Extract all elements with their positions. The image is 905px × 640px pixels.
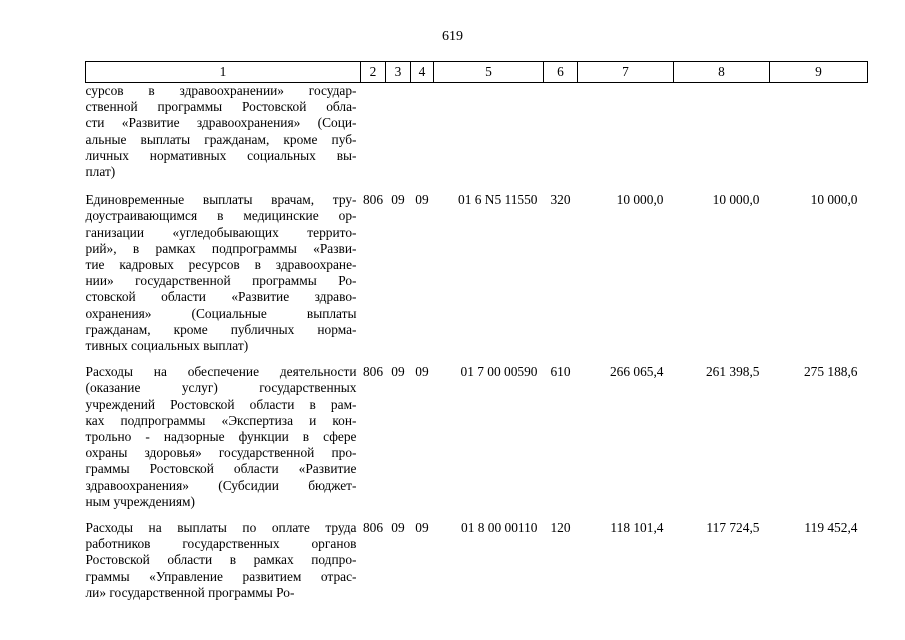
description-line: альные выплаты гражданам, кроме пуб- [85, 131, 357, 147]
header-cell: 5 [434, 62, 544, 83]
description-line: Единовременные выплаты врачам, тру- [85, 192, 357, 208]
row-description [86, 364, 361, 520]
description-line: Ростовской области в рамках подпро- [85, 552, 357, 568]
description-line: сурсов в здравоохранении» государ- [85, 83, 357, 98]
table-row [86, 520, 868, 611]
description-line: трольно - надзорные функции в сфере [85, 429, 357, 445]
page-number: 619 [442, 29, 463, 44]
target-article: 01 8 00 00110 [461, 520, 538, 536]
subsection-code: 09 [415, 364, 429, 380]
subsection-code: 09 [415, 192, 429, 208]
ministry-code [361, 83, 386, 193]
expense-type [544, 83, 578, 193]
table-row [86, 192, 868, 364]
expense-type: 610 [550, 364, 571, 380]
description-line: охраны здоровья» государственной про- [85, 445, 357, 461]
description-line: граммы «Управление развитием отрас- [85, 568, 357, 584]
ministry-code: 806 [362, 520, 384, 536]
amount-year-3: 10 000,0 [810, 192, 858, 208]
header-cell: 2 [361, 62, 386, 83]
expense-type: 120 [550, 520, 571, 536]
section-code: 09 [391, 520, 405, 536]
amount-year-2: 117 724,5 [706, 520, 760, 536]
row-description [86, 192, 361, 364]
description-line: ганизации «угледобывающих террито- [85, 224, 357, 240]
header-cell: 6 [544, 62, 578, 83]
header-cell: 4 [411, 62, 434, 83]
section-code [386, 83, 411, 193]
section-code: 09 [391, 192, 405, 208]
description-line: доустраивающимся в медицинские ор- [85, 208, 357, 224]
description-line: рий», в рамках подпрограммы «Разви- [85, 240, 357, 256]
ministry-code: 806 [362, 192, 384, 208]
table-row [86, 364, 868, 520]
ministry-code: 806 [362, 364, 384, 380]
amount-year-2 [674, 83, 770, 193]
description-line: сти «Развитие здравоохранения» (Соци- [85, 115, 357, 131]
header-cell: 3 [386, 62, 411, 83]
description-line: гражданам, кроме публичных норма- [85, 321, 357, 337]
amount-year-3: 275 188,6 [803, 364, 858, 380]
header-cell: 8 [674, 62, 770, 83]
header-cell: 9 [770, 62, 868, 83]
description-line: ным учреждениям) [85, 493, 195, 509]
header-cell: 7 [578, 62, 674, 83]
header-cell: 1 [86, 62, 361, 83]
budget-table [85, 61, 868, 611]
description-line: (оказание услуг) государственных [85, 380, 357, 396]
expense-type: 320 [550, 192, 571, 208]
amount-year-3: 119 452,4 [804, 520, 858, 536]
target-article: 01 7 00 00590 [460, 364, 538, 380]
row-description [86, 83, 361, 193]
description-line: личных нормативных социальных вы- [85, 147, 357, 163]
target-article: 01 6 N5 11550 [458, 192, 538, 208]
description-line: работников государственных органов [85, 536, 357, 552]
amount-year-1: 10 000,0 [616, 192, 664, 208]
description-line: здравоохранения» (Субсидии бюджет- [85, 477, 357, 493]
subsection-code: 09 [415, 520, 429, 536]
target-article [434, 83, 544, 193]
section-code: 09 [391, 364, 405, 380]
amount-year-2: 261 398,5 [705, 364, 760, 380]
description-line: нии» государственной программы Ро- [85, 273, 357, 289]
subsection-code [411, 83, 434, 193]
description-line: плат) [85, 164, 116, 180]
description-line: тие кадровых ресурсов в здравоохране- [85, 257, 357, 273]
description-line: граммы Ростовской области «Развитие [85, 461, 357, 477]
amount-year-1 [578, 83, 674, 193]
description-line: ках подпрограммы «Экспертиза и кон- [85, 412, 357, 428]
table-body [86, 83, 868, 612]
description-line: ственной программы Ростовской обла- [85, 99, 357, 115]
description-line: Расходы на обеспечение деятельности [85, 364, 357, 380]
amount-year-3 [770, 83, 868, 193]
header-row [86, 62, 868, 83]
description-line: ли» государственной программы Ро- [85, 584, 295, 600]
row-description [86, 520, 361, 611]
description-line: Расходы на выплаты по оплате труда [85, 520, 357, 536]
amount-year-1: 118 101,4 [610, 520, 664, 536]
description-line: охранения» (Социальные выплаты [85, 305, 357, 321]
description-line: стовской области «Развитие здраво- [85, 289, 357, 305]
amount-year-2: 10 000,0 [712, 192, 760, 208]
amount-year-1: 266 065,4 [609, 364, 664, 380]
description-line: учреждений Ростовской области в рам- [85, 396, 357, 412]
description-line: тивных социальных выплат) [85, 338, 249, 354]
table-row [86, 83, 868, 193]
